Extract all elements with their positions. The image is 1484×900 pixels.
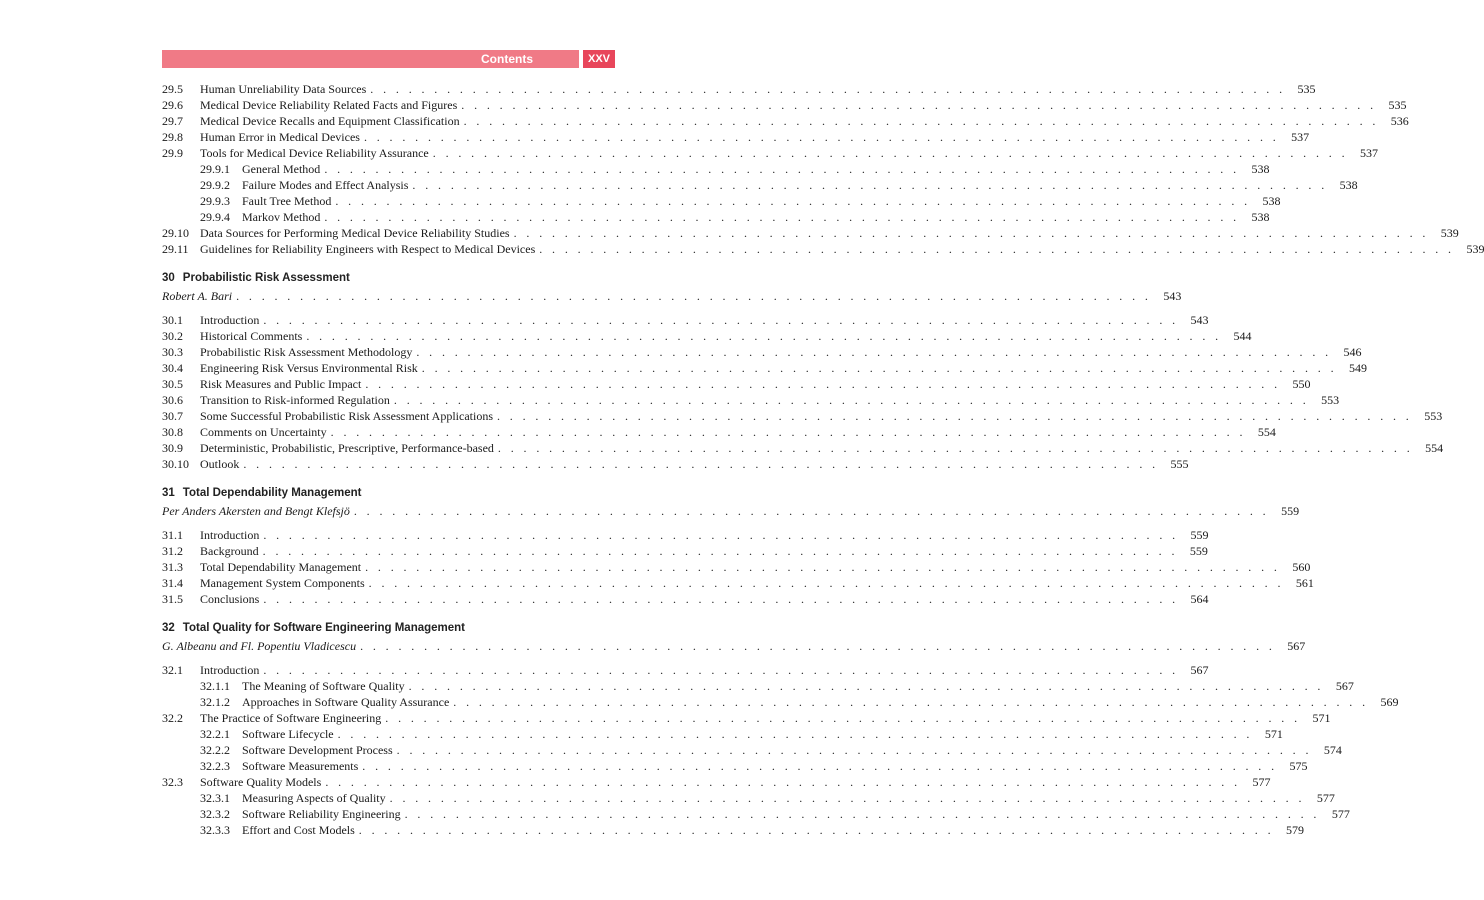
entry-title: Background [200, 544, 259, 558]
entry-line [200, 97, 1407, 113]
toc-entry[interactable] [162, 543, 1208, 559]
toc-entry[interactable] [162, 591, 1209, 607]
toc-entry[interactable] [162, 161, 1270, 177]
header-bar [162, 50, 579, 68]
dot-leader: . . . . . . . . . . . . . . . . . . . . . . . . . . . . . . . . . . . . . . . . . . . . . . . . . . . . . . . . . . . . . . . . . . . . . . . . [421, 361, 1337, 375]
toc-entry[interactable] [162, 209, 1270, 225]
spacer [162, 519, 615, 527]
entry-title: Human Unreliability Data Sources [200, 82, 367, 96]
entry-line [242, 742, 1342, 758]
dot-leader: . . . . . . . . . . . . . . . . . . . . . . . . . . . . . . . . . . . . . . . . . . . . . . . . . . . . . . . . . . . . . . . . . . . . . . . . [263, 592, 1179, 606]
entry-page-number: 538 [1339, 178, 1358, 192]
entry-page-number: 554 [1425, 441, 1444, 455]
entry-page-number: 536 [1390, 114, 1409, 128]
entry-line [200, 527, 1209, 543]
entry-title: Tools for Medical Device Reliability Assurance [200, 146, 429, 160]
dot-leader: . . . . . . . . . . . . . . . . . . . . . . . . . . . . . . . . . . . . . . . . . . . . . . . . . . . . . . . . . . . . . . . . . . . . . . . . [337, 727, 1253, 741]
chapter-heading[interactable] [162, 620, 615, 636]
toc-entry[interactable] [162, 177, 1358, 193]
entry-page-number: 577 [1252, 775, 1271, 789]
toc-entry[interactable] [162, 662, 1209, 678]
entry-line [200, 774, 1271, 790]
entry-line [242, 790, 1335, 806]
entry-page-number: 539 [1440, 226, 1459, 240]
entry-title: The Practice of Software Engineering [200, 711, 382, 725]
entry-title: Software Reliability Engineering [242, 807, 401, 821]
dot-leader: . . . . . . . . . . . . . . . . . . . . . . . . . . . . . . . . . . . . . . . . . . . . . . . . . . . . . . . . . . . . . . . . . . . . . . . . [432, 146, 1348, 160]
entry-line [200, 392, 1340, 408]
entry-line [242, 758, 1308, 774]
entry-number: 32.1.2 [200, 695, 230, 709]
entry-number: 30.8 [162, 425, 183, 439]
entry-line [242, 193, 1281, 209]
entry-line [200, 408, 1443, 424]
toc-entry[interactable] [162, 97, 1407, 113]
entry-number: 32.1 [162, 663, 183, 677]
dot-leader: . . . . . . . . . . . . . . . . . . . . . . . . . . . . . . . . . . . . . . . . . . . . . . . . . . . . . . . . . . . . . . . . . . . . . . . . [325, 775, 1241, 789]
toc-entry[interactable] [162, 113, 1409, 129]
toc-entry[interactable] [162, 678, 1354, 694]
toc-entry[interactable] [162, 694, 1399, 710]
chapter-author-row [162, 288, 1182, 304]
entry-page-number: 571 [1264, 727, 1283, 741]
entry-line [200, 145, 1378, 161]
entry-page-number: 555 [1170, 457, 1189, 471]
entry-number: 29.9.2 [200, 178, 230, 192]
entry-line [200, 129, 1310, 145]
entry-number: 29.6 [162, 98, 183, 112]
entry-number: 30.7 [162, 409, 183, 423]
entry-line [242, 209, 1270, 225]
entry-title: Markov Method [242, 210, 321, 224]
entry-page-number: 571 [1312, 711, 1331, 725]
dot-leader: . . . . . . . . . . . . . . . . . . . . . . . . . . . . . . . . . . . . . . . . . . . . . . . . . . . . . . . . . . . . . . . . . . . . . . . . [324, 162, 1240, 176]
dot-leader: . . . . . . . . . . . . . . . . . . . . . . . . . . . . . . . . . . . . . . . . . . . . . . . . . . . . . . . . . . . . . . . . . . . . . . . . [370, 82, 1286, 96]
chapter-title: Total Quality for Software Engineering Management [182, 622, 466, 634]
entry-number: 32.3.1 [200, 791, 230, 805]
toc-entry[interactable] [162, 758, 1308, 774]
entry-line [200, 344, 1362, 360]
entry-line [200, 360, 1367, 376]
entry-number: 29.7 [162, 114, 183, 128]
toc-entry[interactable] [162, 193, 1281, 209]
toc-entry[interactable] [162, 822, 1304, 838]
dot-leader: . . . . . . . . . . . . . . . . . . . . . . . . . . . . . . . . . . . . . . . . . . . . . . . . . . . . . . . . . . . . . . . . . . . . . . . . [263, 528, 1179, 542]
entry-title: Introduction [200, 663, 260, 677]
entry-page-number: 546 [1343, 345, 1362, 359]
dot-leader: . . . . . . . . . . . . . . . . . . . . . . . . . . . . . . . . . . . . . . . . . . . . . . . . . . . . . . . . . . . . . . . . . . . . . . . . [324, 210, 1240, 224]
entry-line [242, 161, 1270, 177]
entry-number: 29.9 [162, 146, 183, 160]
dot-leader: . . . . . . . . . . . . . . . . . . . . . . . . . . . . . . . . . . . . . . . . . . . . . . . . . . . . . . . . . . . . . . . . . . . . . . . . [236, 289, 1152, 303]
entry-line [242, 806, 1350, 822]
entry-title: Software Measurements [242, 759, 359, 773]
entry-line [200, 559, 1311, 575]
author-name: G. Albeanu and Fl. Popentiu Vladicescu [162, 639, 357, 653]
toc-entry[interactable] [162, 344, 1362, 360]
entry-title: Risk Measures and Public Impact [200, 377, 362, 391]
chapter-number: 30 [162, 272, 175, 284]
toc-entry[interactable] [162, 559, 1311, 575]
entry-title: Introduction [200, 313, 260, 327]
entry-number: 32.3.3 [200, 823, 230, 837]
entry-page-number: 535 [1297, 82, 1316, 96]
running-header [162, 50, 615, 68]
chapter-title: Probabilistic Risk Assessment [182, 272, 350, 284]
entry-number: 32.2.1 [200, 727, 230, 741]
entry-page-number: 574 [1323, 743, 1342, 757]
entry-line [162, 503, 1300, 519]
entry-line [200, 591, 1209, 607]
entry-title: Engineering Risk Versus Environmental Risk [200, 361, 418, 375]
entry-title: Guidelines for Reliability Engineers with Respect to Medical Devices [200, 242, 536, 256]
dot-leader: . . . . . . . . . . . . . . . . . . . . . . . . . . . . . . . . . . . . . . . . . . . . . . . . . . . . . . . . . . . . . . . . . . . . . . . . [513, 226, 1429, 240]
entry-page-number: 550 [1292, 377, 1311, 391]
entry-line [200, 424, 1276, 440]
dot-leader: . . . . . . . . . . . . . . . . . . . . . . . . . . . . . . . . . . . . . . . . . . . . . . . . . . . . . . . . . . . . . . . . . . . . . . . . [416, 345, 1332, 359]
chapter-heading[interactable] [162, 485, 615, 501]
toc-entry[interactable] [162, 806, 1350, 822]
dot-leader: . . . . . . . . . . . . . . . . . . . . . . . . . . . . . . . . . . . . . . . . . . . . . . . . . . . . . . . . . . . . . . . . . . . . . . . . [497, 409, 1413, 423]
entry-page-number: 535 [1388, 98, 1407, 112]
entry-page-number: 538 [1251, 210, 1270, 224]
toc-entry[interactable] [162, 312, 1209, 328]
entry-title: Probabilistic Risk Assessment Methodology [200, 345, 413, 359]
toc-entry[interactable] [162, 376, 1311, 392]
dot-leader: . . . . . . . . . . . . . . . . . . . . . . . . . . . . . . . . . . . . . . . . . . . . . . . . . . . . . . . . . . . . . . . . . . . . . . . . [263, 663, 1179, 677]
entry-title: Deterministic, Probabilistic, Prescriptive, Performance-based [200, 441, 494, 455]
entry-line [200, 113, 1409, 129]
entry-page-number: 537 [1291, 130, 1310, 144]
entry-page-number: 564 [1190, 592, 1209, 606]
dot-leader: . . . . . . . . . . . . . . . . . . . . . . . . . . . . . . . . . . . . . . . . . . . . . . . . . . . . . . . . . . . . . . . . . . . . . . . . [497, 441, 1414, 455]
entry-title: Measuring Aspects of Quality [242, 791, 386, 805]
entry-line [242, 822, 1304, 838]
dot-leader: . . . . . . . . . . . . . . . . . . . . . . . . . . . . . . . . . . . . . . . . . . . . . . . . . . . . . . . . . . . . . . . . . . . . . . . . [539, 242, 1455, 256]
entry-line [242, 726, 1283, 742]
entry-number: 31.3 [162, 560, 183, 574]
entry-page-number: 544 [1233, 329, 1252, 343]
entry-title: Historical Comments [200, 329, 303, 343]
dot-leader: . . . . . . . . . . . . . . . . . . . . . . . . . . . . . . . . . . . . . . . . . . . . . . . . . . . . . . . . . . . . . . . . . . . . . . . . [363, 130, 1280, 144]
chapter-author-row [162, 503, 1300, 519]
entry-title: Human Error in Medical Devices [200, 130, 360, 144]
dot-leader: . . . . . . . . . . . . . . . . . . . . . . . . . . . . . . . . . . . . . . . . . . . . . . . . . . . . . . . . . . . . . . . . . . . . . . . . [453, 695, 1369, 709]
entry-title: Transition to Risk-informed Regulation [200, 393, 390, 407]
entry-title: Data Sources for Performing Medical Device Reliability Studies [200, 226, 510, 240]
entry-number: 30.6 [162, 393, 183, 407]
entry-page-number: 559 [1190, 528, 1209, 542]
dot-leader: . . . . . . . . . . . . . . . . . . . . . . . . . . . . . . . . . . . . . . . . . . . . . . . . . . . . . . . . . . . . . . . . . . . . . . . . [306, 329, 1222, 343]
entry-page-number: 549 [1348, 361, 1367, 375]
entry-page-number: 567 [1287, 639, 1306, 653]
entry-number: 31.5 [162, 592, 183, 606]
entry-number: 30.5 [162, 377, 183, 391]
header-title: Contents [481, 52, 533, 66]
spacer [162, 304, 615, 312]
entry-line [200, 662, 1209, 678]
entry-title: Introduction [200, 528, 260, 542]
dot-leader: . . . . . . . . . . . . . . . . . . . . . . . . . . . . . . . . . . . . . . . . . . . . . . . . . . . . . . . . . . . . . . . . . . . . . . . . [368, 576, 1284, 590]
dot-leader: . . . . . . . . . . . . . . . . . . . . . . . . . . . . . . . . . . . . . . . . . . . . . . . . . . . . . . . . . . . . . . . . . . . . . . . . [330, 425, 1246, 439]
entry-number: 29.10 [162, 226, 189, 240]
entry-line [200, 241, 1484, 257]
author-name: Per Anders Akersten and Bengt Klefsjö [162, 504, 350, 518]
toc-entry[interactable] [162, 456, 1189, 472]
entry-number: 30.4 [162, 361, 183, 375]
entry-number: 32.1.1 [200, 679, 230, 693]
entry-line [162, 638, 1306, 654]
entry-number: 32.3.2 [200, 807, 230, 821]
entry-title: Failure Modes and Effect Analysis [242, 178, 409, 192]
entry-page-number: 559 [1281, 504, 1300, 518]
dot-leader: . . . . . . . . . . . . . . . . . . . . . . . . . . . . . . . . . . . . . . . . . . . . . . . . . . . . . . . . . . . . . . . . . . . . . . . . [360, 639, 1276, 653]
entry-title: Software Development Process [242, 743, 393, 757]
chapter-number: 32 [162, 622, 175, 634]
entry-title: Fault Tree Method [242, 194, 332, 208]
entry-title: Approaches in Software Quality Assurance [242, 695, 450, 709]
entry-title: Comments on Uncertainty [200, 425, 327, 439]
entry-page-number: 560 [1292, 560, 1311, 574]
dot-leader: . . . . . . . . . . . . . . . . . . . . . . . . . . . . . . . . . . . . . . . . . . . . . . . . . . . . . . . . . . . . . . . . . . . . . . . . [243, 457, 1159, 471]
entry-number: 29.8 [162, 130, 183, 144]
dot-leader: . . . . . . . . . . . . . . . . . . . . . . . . . . . . . . . . . . . . . . . . . . . . . . . . . . . . . . . . . . . . . . . . . . . . . . . . [408, 679, 1324, 693]
entry-title: General Method [242, 162, 321, 176]
toc-entry[interactable] [162, 575, 1314, 591]
entry-page-number: 553 [1424, 409, 1443, 423]
entry-line [162, 288, 1182, 304]
toc-entry[interactable] [162, 774, 1271, 790]
entry-page-number: 559 [1189, 544, 1208, 558]
entry-page-number: 575 [1289, 759, 1308, 773]
entry-page-number: 567 [1335, 679, 1354, 693]
toc-entry[interactable] [162, 225, 1459, 241]
toc-entry[interactable] [162, 129, 1310, 145]
chapter-author-row [162, 638, 1306, 654]
entry-page-number: 579 [1285, 823, 1304, 837]
toc-entry[interactable] [162, 790, 1335, 806]
entry-title: Outlook [200, 457, 240, 471]
toc-entry[interactable] [162, 408, 1443, 424]
entry-number: 32.2.2 [200, 743, 230, 757]
entry-title: Software Lifecycle [242, 727, 334, 741]
entry-number: 32.2 [162, 711, 183, 725]
dot-leader: . . . . . . . . . . . . . . . . . . . . . . . . . . . . . . . . . . . . . . . . . . . . . . . . . . . . . . . . . . . . . . . . . . . . . . . . [396, 743, 1312, 757]
toc-entry[interactable] [162, 145, 1378, 161]
table-of-contents [162, 81, 1484, 838]
toc-entry[interactable] [162, 440, 1444, 456]
entry-title: Some Successful Probabilistic Risk Assessment Applications [200, 409, 493, 423]
entry-line [200, 81, 1316, 97]
author-name: Robert A. Bari [162, 289, 233, 303]
toc-entry[interactable] [162, 726, 1283, 742]
entry-page-number: 537 [1359, 146, 1378, 160]
entry-line [200, 440, 1444, 456]
entry-title: Conclusions [200, 592, 260, 606]
chapter-title: Total Dependability Management [182, 487, 362, 499]
entry-number: 29.9.3 [200, 194, 230, 208]
toc-entry[interactable] [162, 424, 1276, 440]
entry-number: 29.9.4 [200, 210, 230, 224]
entry-number: 32.3 [162, 775, 183, 789]
entry-page-number: 561 [1295, 576, 1314, 590]
dot-leader: . . . . . . . . . . . . . . . . . . . . . . . . . . . . . . . . . . . . . . . . . . . . . . . . . . . . . . . . . . . . . . . . . . . . . . . . [335, 194, 1251, 208]
chapter-number: 31 [162, 487, 175, 499]
entry-page-number: 538 [1262, 194, 1281, 208]
dot-leader: . . . . . . . . . . . . . . . . . . . . . . . . . . . . . . . . . . . . . . . . . . . . . . . . . . . . . . . . . . . . . . . . . . . . . . . . [389, 791, 1305, 805]
entry-number: 31.4 [162, 576, 183, 590]
entry-number: 29.5 [162, 82, 183, 96]
entry-number: 30.9 [162, 441, 183, 455]
dot-leader: . . . . . . . . . . . . . . . . . . . . . . . . . . . . . . . . . . . . . . . . . . . . . . . . . . . . . . . . . . . . . . . . . . . . . . . . [358, 823, 1274, 837]
entry-page-number: 539 [1466, 242, 1484, 256]
toc-entry[interactable] [162, 392, 1340, 408]
entry-line [200, 225, 1459, 241]
entry-line [200, 376, 1311, 392]
dot-leader: . . . . . . . . . . . . . . . . . . . . . . . . . . . . . . . . . . . . . . . . . . . . . . . . . . . . . . . . . . . . . . . . . . . . . . . . [412, 178, 1328, 192]
entry-line [200, 710, 1331, 726]
entry-line [242, 177, 1358, 193]
entry-title: Software Quality Models [200, 775, 322, 789]
toc-entry[interactable] [162, 81, 1316, 97]
entry-line [200, 575, 1314, 591]
dot-leader: . . . . . . . . . . . . . . . . . . . . . . . . . . . . . . . . . . . . . . . . . . . . . . . . . . . . . . . . . . . . . . . . . . . . . . . . [365, 377, 1281, 391]
entry-number: 29.9.1 [200, 162, 230, 176]
entry-page-number: 577 [1316, 791, 1335, 805]
dot-leader: . . . . . . . . . . . . . . . . . . . . . . . . . . . . . . . . . . . . . . . . . . . . . . . . . . . . . . . . . . . . . . . . . . . . . . . . [404, 807, 1320, 821]
toc-entry[interactable] [162, 328, 1252, 344]
entry-page-number: 553 [1321, 393, 1340, 407]
dot-leader: . . . . . . . . . . . . . . . . . . . . . . . . . . . . . . . . . . . . . . . . . . . . . . . . . . . . . . . . . . . . . . . . . . . . . . . . [463, 114, 1379, 128]
entry-title: The Meaning of Software Quality [242, 679, 405, 693]
entry-line [200, 328, 1252, 344]
dot-leader: . . . . . . . . . . . . . . . . . . . . . . . . . . . . . . . . . . . . . . . . . . . . . . . . . . . . . . . . . . . . . . . . . . . . . . . . [385, 711, 1301, 725]
dot-leader: . . . . . . . . . . . . . . . . . . . . . . . . . . . . . . . . . . . . . . . . . . . . . . . . . . . . . . . . . . . . . . . . . . . . . . . . [393, 393, 1310, 407]
dot-leader: . . . . . . . . . . . . . . . . . . . . . . . . . . . . . . . . . . . . . . . . . . . . . . . . . . . . . . . . . . . . . . . . . . . . . . . . [353, 504, 1270, 518]
entry-page-number: 569 [1380, 695, 1399, 709]
entry-title: Total Dependability Management [200, 560, 362, 574]
entry-number: 32.2.3 [200, 759, 230, 773]
entry-number: 30.10 [162, 457, 189, 471]
entry-title: Medical Device Reliability Related Facts and Figures [200, 98, 458, 112]
entry-page-number: 577 [1331, 807, 1350, 821]
toc-entry[interactable] [162, 527, 1209, 543]
dot-leader: . . . . . . . . . . . . . . . . . . . . . . . . . . . . . . . . . . . . . . . . . . . . . . . . . . . . . . . . . . . . . . . . . . . . . . . . [362, 759, 1278, 773]
entry-number: 30.3 [162, 345, 183, 359]
chapter-heading[interactable] [162, 270, 615, 286]
entry-number: 30.2 [162, 329, 183, 343]
entry-page-number: 554 [1257, 425, 1276, 439]
entry-title: Medical Device Recalls and Equipment Classification [200, 114, 460, 128]
entry-page-number: 543 [1190, 313, 1209, 327]
entry-number: 29.11 [162, 242, 189, 256]
entry-number: 31.1 [162, 528, 183, 542]
toc-entry[interactable] [162, 360, 1367, 376]
dot-leader: . . . . . . . . . . . . . . . . . . . . . . . . . . . . . . . . . . . . . . . . . . . . . . . . . . . . . . . . . . . . . . . . . . . . . . . . [461, 98, 1377, 112]
entry-line [200, 543, 1208, 559]
toc-entry[interactable] [162, 241, 1484, 257]
entry-number: 31.2 [162, 544, 183, 558]
entry-number: 30.1 [162, 313, 183, 327]
dot-leader: . . . . . . . . . . . . . . . . . . . . . . . . . . . . . . . . . . . . . . . . . . . . . . . . . . . . . . . . . . . . . . . . . . . . . . . . [262, 544, 1178, 558]
entry-line [200, 312, 1209, 328]
toc-entry[interactable] [162, 742, 1342, 758]
entry-title: Effort and Cost Models [242, 823, 355, 837]
header-page-number: XXV [583, 50, 615, 68]
entry-line [242, 678, 1354, 694]
dot-leader: . . . . . . . . . . . . . . . . . . . . . . . . . . . . . . . . . . . . . . . . . . . . . . . . . . . . . . . . . . . . . . . . . . . . . . . . [365, 560, 1281, 574]
entry-page-number: 538 [1251, 162, 1270, 176]
spacer [162, 654, 615, 662]
toc-entry[interactable] [162, 710, 1331, 726]
entry-page-number: 567 [1190, 663, 1209, 677]
entry-title: Management System Components [200, 576, 365, 590]
entry-line [242, 694, 1399, 710]
dot-leader: . . . . . . . . . . . . . . . . . . . . . . . . . . . . . . . . . . . . . . . . . . . . . . . . . . . . . . . . . . . . . . . . . . . . . . . . [263, 313, 1179, 327]
entry-line [200, 456, 1189, 472]
entry-page-number: 543 [1163, 289, 1182, 303]
